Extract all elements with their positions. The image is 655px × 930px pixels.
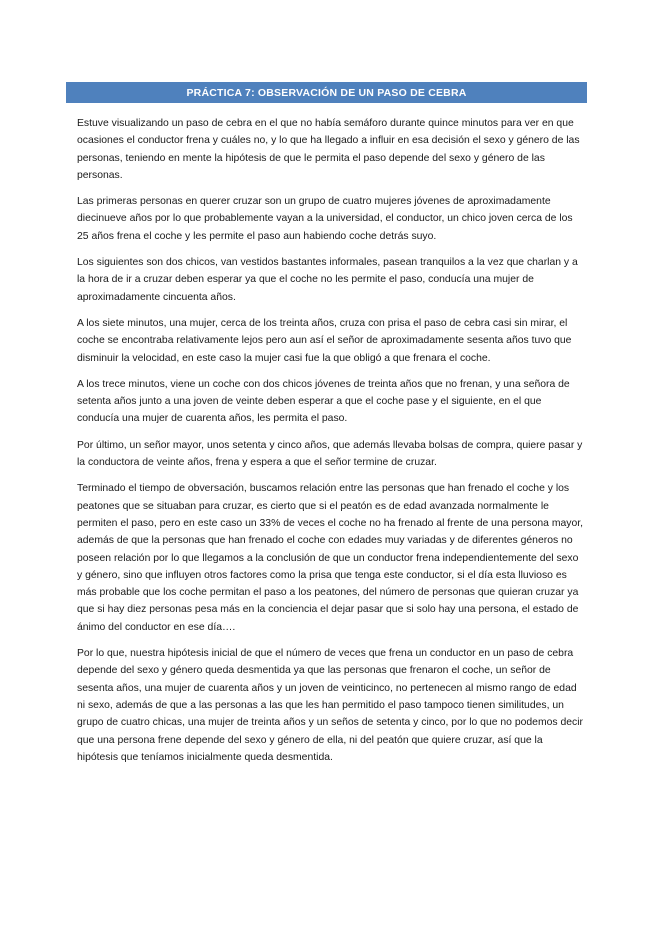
title-bar — [66, 82, 587, 103]
paragraph-5: A los trece minutos, viene un coche con dos chicos jóvenes de treinta años que no frenan, y una señora de setenta años junto a una joven de veinte deben esperar a que el coche pase y el siguiente, en el que conducía una mujer de cuarenta años, les permita el paso. — [77, 378, 570, 425]
paragraph-3: Los siguientes son dos chicos, van vestidos bastantes informales, pasean tranquilos a la vez que charlan y a la hora de ir a cruzar deben esperar ya que el coche no les permite el paso, conducía una mujer de aproximadamente cincuenta años. — [77, 257, 578, 303]
document-page — [0, 82, 655, 930]
paragraph-7: Terminado el tiempo de obversación, buscamos relación entre las personas que han frenado el coche y los peatones que se situaban para cruzar, es cierto que si el peatón es de edad avanzada normalmente le permiten el paso, pero en este caso un 33% de veces el coche no ha frenado al frente de una persona mayor, además de que la personas que han frenado el coche con edades muy variadas y de diferentes géneros no poseen relación por lo que llegamos a la conclusión de que un conductor frena independientemente del sexo y género, sino que influyen otros factores como la prisa que tenga este conductor, si el día esta lluvioso es más probable que los coche permitan el paso a los peatones, del número de personas que quieran cruzar ya que si hay diez personas pesa más en la conciencia el dejar pasar que si solo hay una persona, el estado de ánimo del conductor en ese día…. — [77, 483, 584, 633]
document-body — [77, 115, 583, 766]
paragraph-4: A los siete minutos, una mujer, cerca de los treinta años, cruza con prisa el paso de cebra casi sin mirar, el coche se encontraba relativamente lejos pero aun así el señor de aproximadamente sesenta años tuvo que disminuir la velocidad, en este caso la mujer casi fue la que obligó a que frenara el coche. — [77, 317, 572, 364]
paragraph-6: Por último, un señor mayor, unos setenta y cinco años, que además llevaba bolsas de compra, quiere pasar y la conductora de veinte años, frena y espera a que el señor termine de cruzar. — [77, 439, 583, 469]
document-title: PRÁCTICA 7: OBSERVACIÓN DE UN PASO DE CEBRA — [186, 86, 467, 99]
paragraph-1: Estuve visualizando un paso de cebra en el que no había semáforo durante quince minutos para ver en que ocasiones el conductor frena y cuáles no, y lo que ha llegado a influir en esa decisión el sexo y género de las personas, teniendo en mente la hipótesis de que le permita el paso depende del sexo y género de las personas. — [77, 118, 580, 181]
paragraph-2: Las primeras personas en querer cruzar son un grupo de cuatro mujeres jóvenes de aproximadamente diecinueve años por lo que probablemente vayan a la universidad, el conductor, un chico joven cerca de los 25 años frena el coche y les permite el paso aun habiendo coche detrás suyo. — [77, 196, 573, 242]
paragraph-8: Por lo que, nuestra hipótesis inicial de que el número de veces que frena un conductor en un paso de cebra depende del sexo y género queda desmentida ya que las personas que frenaron el coche, un señor de sesenta años, una mujer de cuarenta años y un joven de veinticinco, no pertenecen al mismo rango de edad ni sexo, además de que a las personas a las que les han permitido el paso tampoco tienen similitudes, un grupo de cuatro chicas, una mujer de treinta años y un seños de setenta y cinco, por lo que no podemos decir que una persona frene depende del sexo y género de ella, ni del peatón que quiere cruzar, así que la hipótesis que teníamos inicialmente queda desmentida. — [77, 648, 583, 763]
